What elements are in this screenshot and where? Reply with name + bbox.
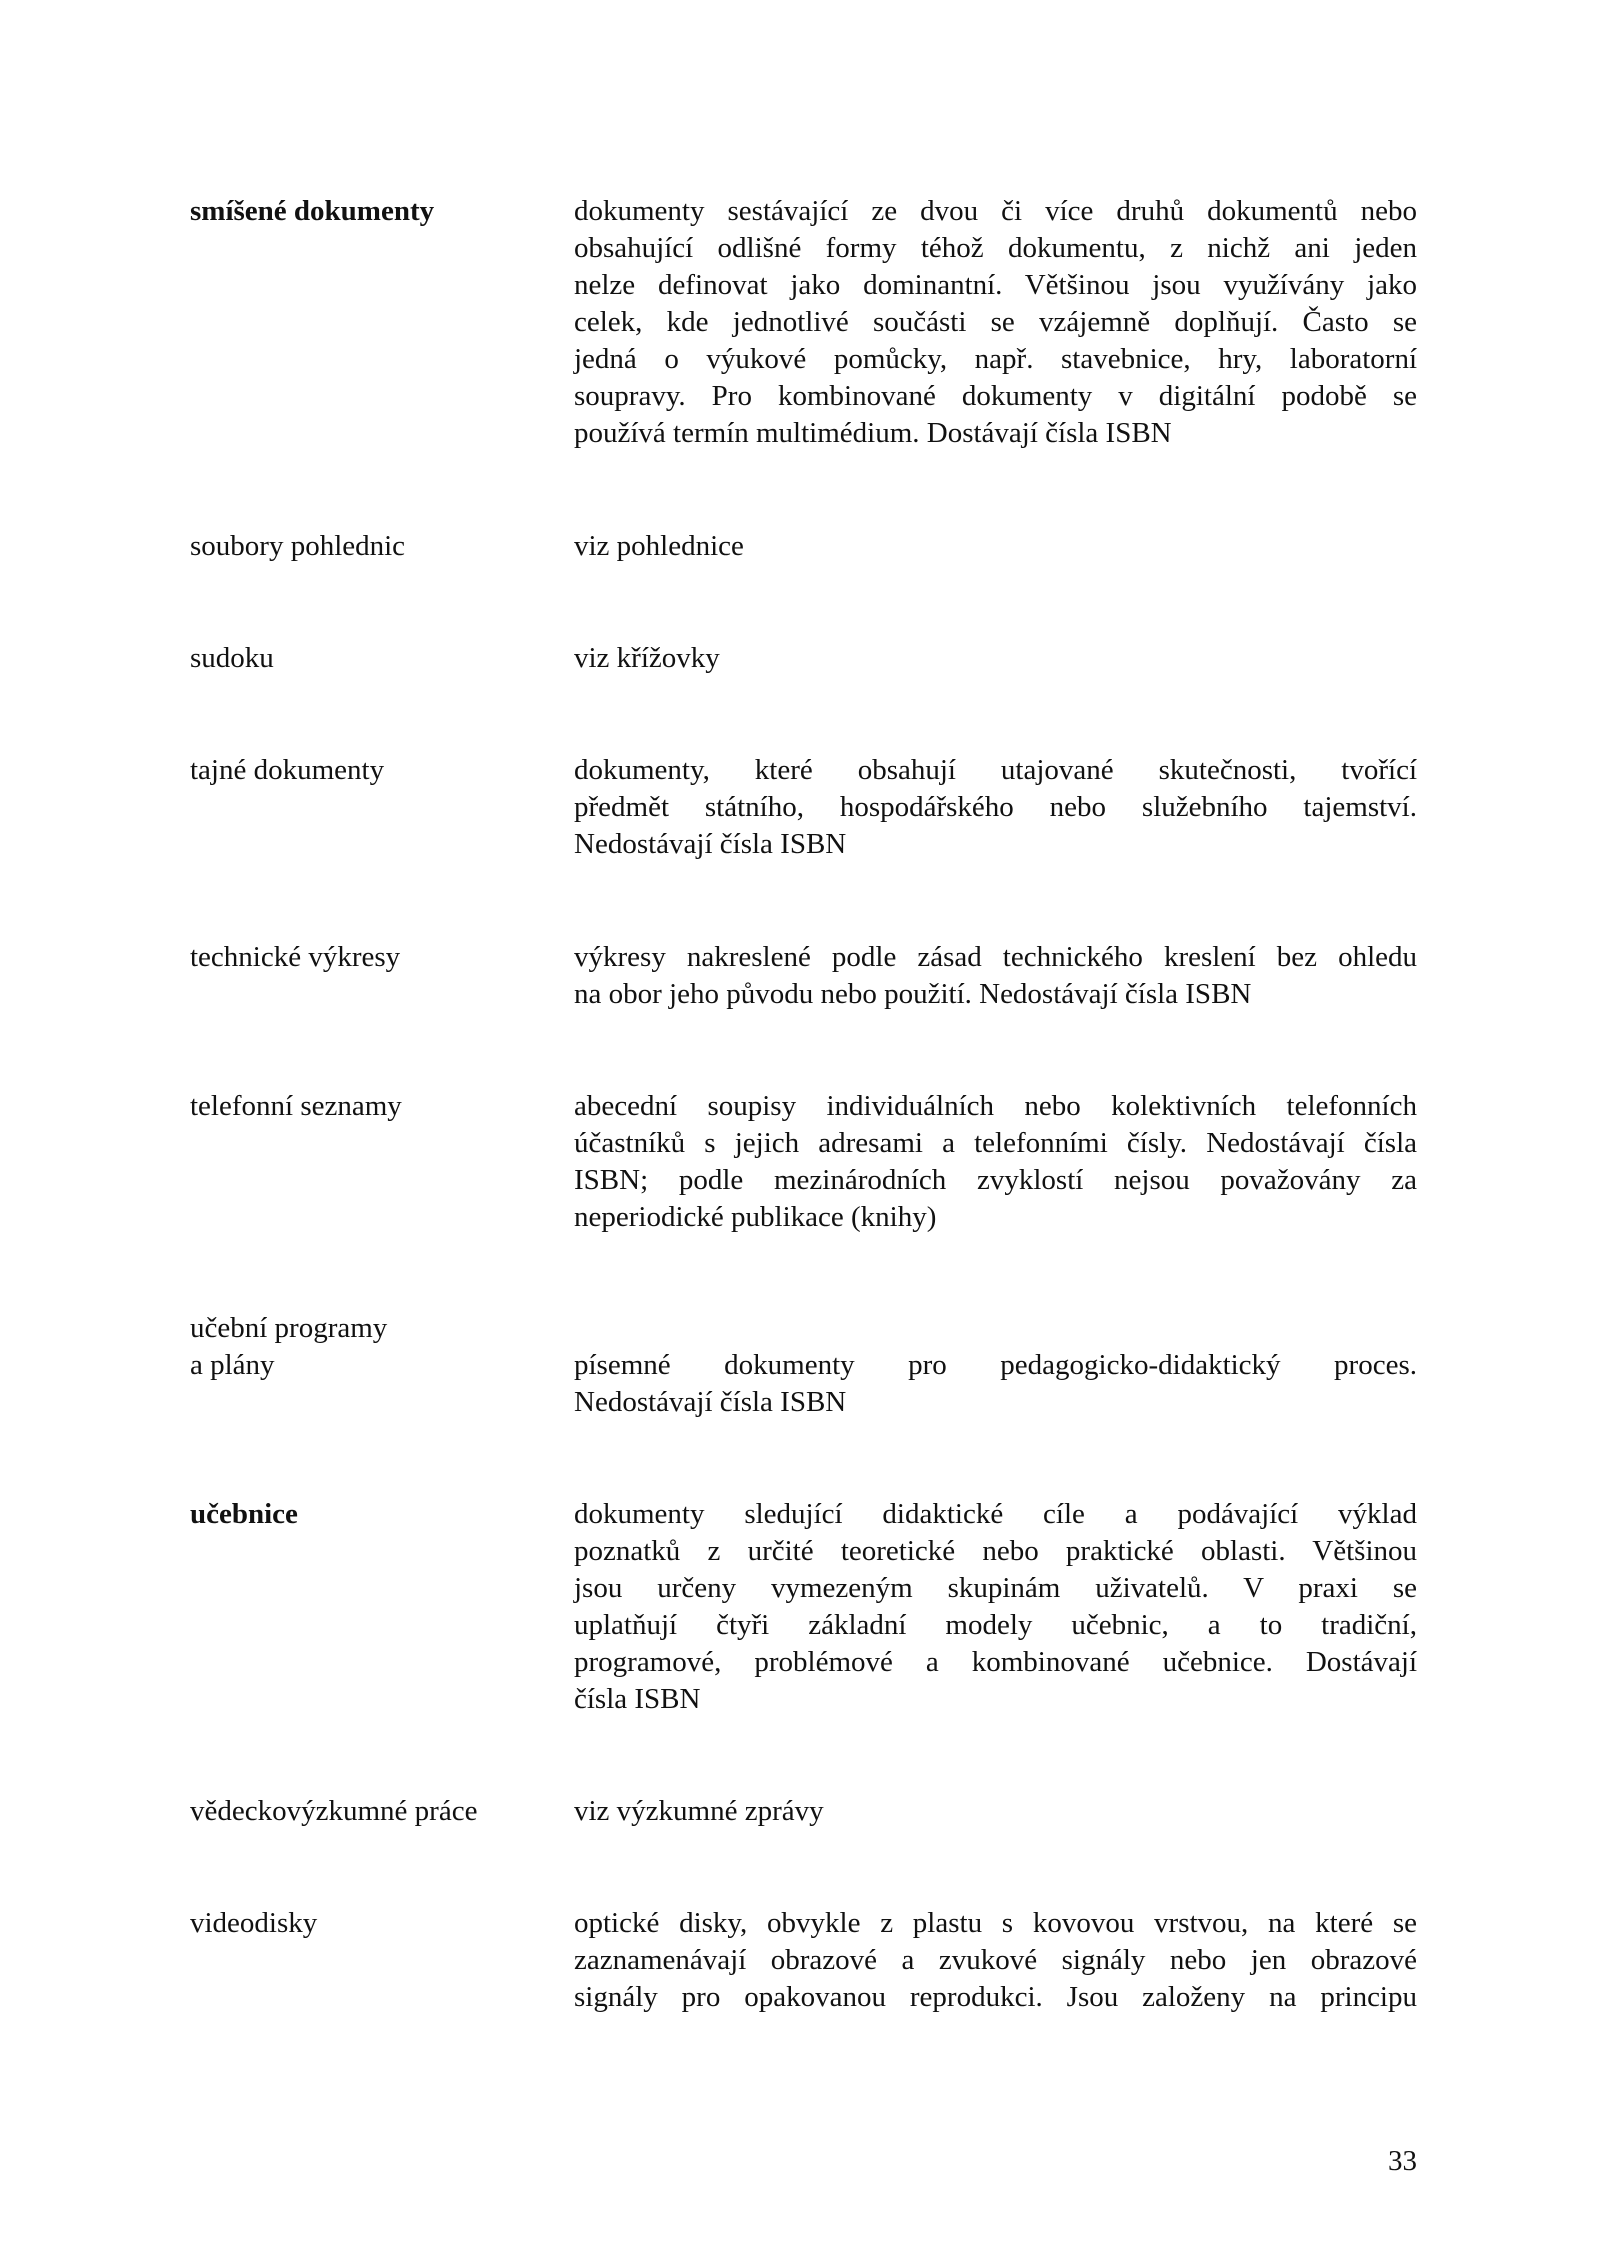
entry-term: smíšené dokumenty (190, 195, 435, 227)
definition-line: soupravy. Pro kombinované dokumenty v digitální podobě se (574, 380, 1417, 412)
definition-line: neperiodické publikace (knihy) (574, 1201, 937, 1233)
entry-definition (574, 1088, 1417, 1236)
definition-line: dokumenty, které obsahují utajované skutečnosti, tvořící (574, 754, 1417, 786)
entry-definition (574, 1905, 1417, 2016)
definition-line: ISBN; podle mezinárodních zvyklostí nejsou považovány za (574, 1164, 1417, 1196)
entry-definition (574, 193, 1417, 452)
definition-line: viz výzkumné zprávy (574, 1795, 824, 1827)
entry-definition (574, 640, 1417, 677)
definition-line: poznatků z určité teoretické nebo praktické oblasti. Většinou (574, 1535, 1417, 1567)
entry-definition (574, 528, 1417, 565)
term-line: a plány (190, 1349, 275, 1381)
definition-line: jedná o výukové pomůcky, např. stavebnice, hry, laboratorní (574, 343, 1417, 375)
definition-line: abecední soupisy individuálních nebo kolektivních telefonních (574, 1090, 1417, 1122)
entry-term: technické výkresy (190, 941, 401, 973)
entry-definition (574, 752, 1417, 863)
definition-line: používá termín multimédium. Dostávají čísla ISBN (574, 417, 1172, 449)
entry-term: telefonní seznamy (190, 1090, 402, 1122)
definition-line: programové, problémové a kombinované učebnice. Dostávají (574, 1646, 1417, 1678)
entry-term (190, 1310, 550, 1384)
definition-line: uplatňují čtyři základní modely učebnic, a to tradiční, (574, 1609, 1417, 1641)
page-number: 33 (1388, 2145, 1417, 2177)
definition-line: nelze definovat jako dominantní. Většinou jsou využívány jako (574, 269, 1417, 301)
definition-line: výkresy nakreslené podle zásad technického kreslení bez ohledu (574, 941, 1417, 973)
entry-term: sudoku (190, 642, 274, 674)
entry-term: videodisky (190, 1907, 318, 1939)
term-line: učební programy (190, 1312, 388, 1344)
definition-line: obsahující odlišné formy téhož dokumentu, z nichž ani jeden (574, 232, 1417, 264)
definition-line: Nedostávají čísla ISBN (574, 1386, 847, 1418)
definition-line: signály pro opakovanou reprodukci. Jsou založeny na principu (574, 1981, 1417, 2013)
definition-line: optické disky, obvykle z plastu s kovovou vrstvou, na které se (574, 1907, 1417, 1939)
entry-term: soubory pohlednic (190, 530, 406, 562)
entry-term: vědeckovýzkumné práce (190, 1795, 478, 1827)
entry-definition (574, 1496, 1417, 1718)
entry-term: tajné dokumenty (190, 754, 385, 786)
definition-line: účastníků s jejich adresami a telefonními čísly. Nedostávají čísla (574, 1127, 1417, 1159)
definition-line: celek, kde jednotlivé součásti se vzájemně doplňují. Často se (574, 306, 1417, 338)
entry-term: učebnice (190, 1498, 298, 1530)
definition-line: čísla ISBN (574, 1683, 701, 1715)
definition-line: dokumenty sledující didaktické cíle a podávající výklad (574, 1498, 1417, 1530)
definition-line: viz pohlednice (574, 530, 744, 562)
definition-line: dokumenty sestávající ze dvou či více druhů dokumentů nebo (574, 195, 1417, 227)
definition-line: na obor jeho původu nebo použití. Nedostávají čísla ISBN (574, 978, 1252, 1010)
entry-definition (574, 939, 1417, 1013)
entry-definition (574, 1347, 1417, 1421)
definition-line: viz křížovky (574, 642, 720, 674)
definition-line: písemné dokumenty pro pedagogicko-didaktický proces. (574, 1349, 1417, 1381)
entry-definition (574, 1793, 1417, 1830)
definition-line: zaznamenávají obrazové a zvukové signály nebo jen obrazové (574, 1944, 1417, 1976)
definition-line: předmět státního, hospodářského nebo služebního tajemství. (574, 791, 1417, 823)
definition-line: Nedostávají čísla ISBN (574, 828, 847, 860)
definition-line: jsou určeny vymezeným skupinám uživatelů. V praxi se (574, 1572, 1417, 1604)
